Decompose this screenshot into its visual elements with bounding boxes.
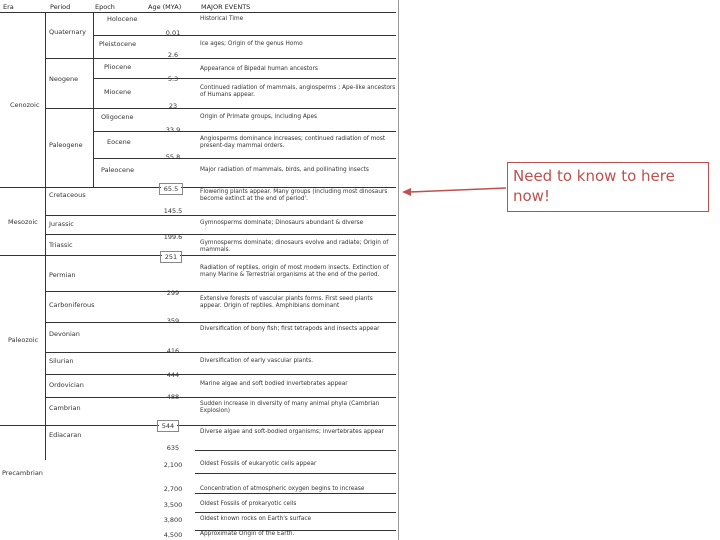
era-mesozoic: Mesozoic (8, 218, 38, 226)
epoch-column-divider (93, 12, 94, 187)
callout-box (507, 162, 709, 212)
age-label: 33.9 (165, 126, 181, 134)
period-line (45, 374, 396, 375)
event-text: Oldest known rocks on Earth's surface (200, 516, 312, 522)
event-text: Flowering plants appear. Many groups (including most dinosaurs become extinct at the end of period'. (200, 189, 388, 202)
event-text: Approximate Origin of the Earth. (200, 531, 295, 537)
callout-text: Need to know to here now! (513, 167, 675, 205)
period-paleogene: Paleogene (49, 141, 83, 149)
header-line (0, 12, 396, 13)
age-label: 23 (168, 102, 178, 110)
age-label: 2,100 (163, 461, 183, 469)
period-line (45, 234, 396, 235)
period-ediacaran: Ediacaran (49, 431, 82, 439)
precambrian-line (195, 493, 396, 494)
event-text: Marine algae and soft bodied invertebrates appear (200, 381, 348, 387)
age-label: 5.3 (167, 75, 179, 83)
event-text: Major radiation of mammals, birds, and pollinating insects (200, 167, 369, 173)
age-label: 444 (166, 371, 180, 379)
era-line (0, 255, 396, 256)
epoch-pleistocene: Pleistocene (99, 40, 137, 48)
event-text: Angiosperms dominance increases; continued radiation of most present-day mammal orders. (200, 136, 386, 149)
event-text: Gymnosperms dominate; Dinosaurs abundant & diverse (200, 220, 364, 226)
age-label: 55.8 (165, 153, 181, 161)
event-text: Historical Time (200, 16, 244, 22)
event-text: Oldest Fossils of prokaryotic cells (200, 501, 297, 507)
epoch-eocene: Eocene (107, 138, 131, 146)
period-line (45, 58, 396, 59)
period-devonian: Devonian (49, 330, 80, 338)
era-precambrian: Precambrian (2, 469, 43, 477)
precambrian-line (195, 450, 396, 451)
event-text: Diversification of early vascular plants. (200, 358, 314, 364)
epoch-paleocene: Paleocene (101, 166, 135, 174)
event-text: Gymnosperms dominate; dinosaurs evolve and radiate; Origin of mammals. (200, 240, 389, 253)
event-text: Appearance of Bipedal human ancestors (200, 66, 318, 72)
age-label: 0.01 (165, 29, 181, 37)
event-text: Ice ages; Origin of the genus Homo (200, 41, 303, 47)
period-neogene: Neogene (49, 75, 79, 83)
period-line (45, 397, 396, 398)
age-label: 635 (166, 444, 180, 452)
event-text: Continued radiation of mammals, angiosperms ; Ape-like ancestors of Humans appear. (200, 85, 396, 98)
header-age: Age (MYA) (148, 3, 182, 11)
period-carboniferous: Carboniferous (49, 301, 95, 309)
header-epoch: Epoch (95, 3, 115, 11)
epoch-line (93, 131, 396, 132)
callout-arrow-icon (402, 186, 508, 200)
event-text: Diverse algae and soft-bodied organisms; invertebrates appear (200, 429, 384, 435)
epoch-holocene: Holocene (107, 15, 138, 23)
period-triassic: Triassic (49, 241, 73, 249)
event-text: Extensive forests of vascular plants forms. First seed plants appear. Origin of reptiles. Amphibians dominant (200, 296, 373, 309)
era-paleozoic: Paleozoic (8, 336, 39, 344)
age-label: 488 (166, 393, 180, 401)
age-label: 416 (166, 347, 180, 355)
age-label: 199.6 (163, 233, 183, 241)
period-permian: Permian (49, 271, 76, 279)
age-label: 65.5 (161, 185, 181, 193)
period-line (45, 215, 396, 216)
epoch-line (93, 158, 396, 159)
period-cambrian: Cambrian (49, 404, 81, 412)
event-text: Diversification of bony fish; first tetrapods and insects appear (200, 326, 380, 332)
period-line (45, 291, 396, 292)
era-cenozoic: Cenozoic (10, 101, 40, 109)
period-jurassic: Jurassic (49, 220, 74, 228)
period-silurian: Silurian (49, 357, 74, 365)
event-text: Radiation of reptiles, origin of most modern insects. Extinction of many Marine & Terrestrial organisms at the end of the period. (200, 265, 389, 278)
precambrian-line (195, 473, 396, 474)
event-text: Concentration of atmospheric oxygen begins to increase (200, 486, 365, 492)
period-quaternary: Quaternary (49, 28, 86, 36)
event-text: Oldest Fossils of eukaryotic cells appear (200, 461, 317, 467)
event-text: Sudden increase in diversity of many animal phyla (Cambrian Explosion) (200, 401, 380, 414)
epoch-oligocene: Oligocene (101, 113, 134, 121)
age-label: 3,500 (163, 501, 183, 509)
header-era: Era (3, 3, 14, 11)
period-line (45, 352, 396, 353)
epoch-line (93, 78, 396, 79)
epoch-pliocene: Pliocene (104, 63, 132, 71)
age-label: 145.5 (163, 207, 183, 215)
age-label: 251 (162, 253, 180, 261)
period-ordovician: Ordovician (49, 381, 84, 389)
era-column-divider (45, 12, 46, 460)
age-label: 2.6 (167, 51, 179, 59)
period-line (45, 322, 396, 323)
epoch-miocene: Miocene (104, 88, 132, 96)
header-period: Period (50, 3, 71, 11)
age-label: 359 (166, 317, 180, 325)
era-line (0, 425, 396, 426)
age-label: 544 (159, 422, 177, 430)
header-events: MAJOR EVENTS (201, 3, 251, 11)
age-label: 299 (166, 289, 180, 297)
event-text: Origin of Primate groups, including Apes (200, 114, 318, 120)
age-label: 3,800 (163, 516, 183, 524)
age-label: 2,700 (163, 485, 183, 493)
period-line (45, 108, 396, 109)
period-cretaceous: Cretaceous (49, 191, 86, 199)
age-label: 4,500 (163, 531, 183, 539)
epoch-line (93, 35, 396, 36)
precambrian-line (195, 512, 396, 513)
era-line (0, 187, 396, 188)
